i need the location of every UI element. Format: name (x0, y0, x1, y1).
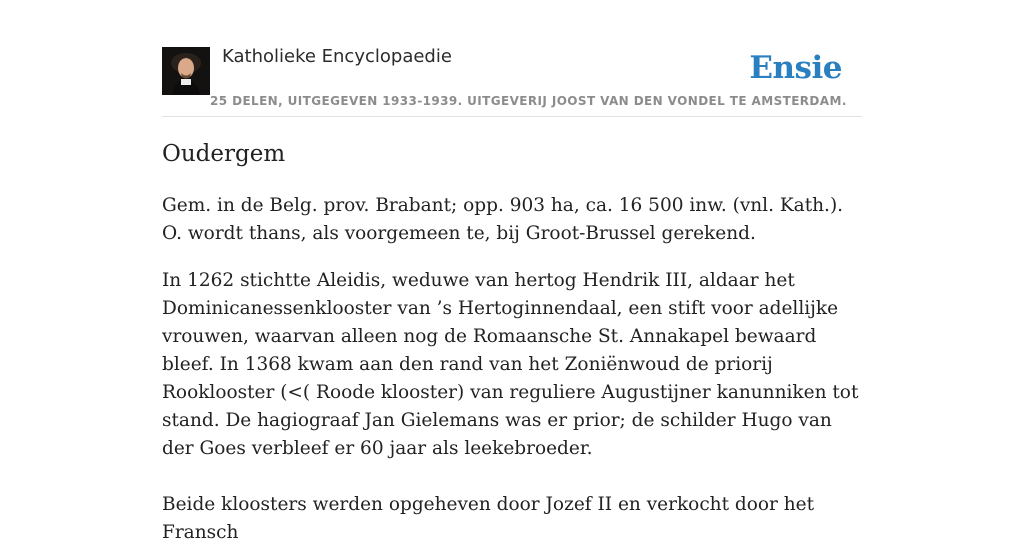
article-paragraph-1: Gem. in de Belg. prov. Brabant; opp. 903 ha, ca. 16 500 inw. (vnl. Kath.). O. wordt thans, als voorgemeen te, bij Groot-Brussel gerekend. (162, 195, 844, 244)
source-title-link[interactable]: Katholieke Encyclopaedie (222, 46, 452, 67)
source-avatar-icon[interactable] (162, 47, 210, 95)
article-paragraph-2: In 1262 stichtte Aleidis, weduwe van hertog Hendrik III, aldaar het Dominicanessenklooster van ’s Hertoginnendaal, een stift voor adellijke vrouwen, waarvan alleen nog de Romaansche St. Annakapel bewaard bleef. In 1368 kwam aan den rand van het Zoniënwoud de priorij Rooklooster (<( Roode klooster) van reguliere Augustijner kanunniken tot stand. De hagiograaf Jan Gielemans was er prior; de schilder Hugo van der Goes verbleef er 60 jaar als leekebroeder. (162, 270, 859, 459)
ensie-logo-link[interactable]: Ensie (749, 50, 842, 86)
site-header (162, 44, 862, 117)
source-subtitle: 25 DELEN, UITGEGEVEN 1933-1939. UITGEVERIJ JOOST VAN DEN VONDEL TE AMSTERDAM. (210, 94, 847, 108)
article-title: Oudergem (162, 141, 286, 167)
article-paragraph-3: Beide kloosters werden opgeheven door Jozef II en verkocht door het Fransch (162, 494, 815, 543)
article (162, 136, 862, 547)
